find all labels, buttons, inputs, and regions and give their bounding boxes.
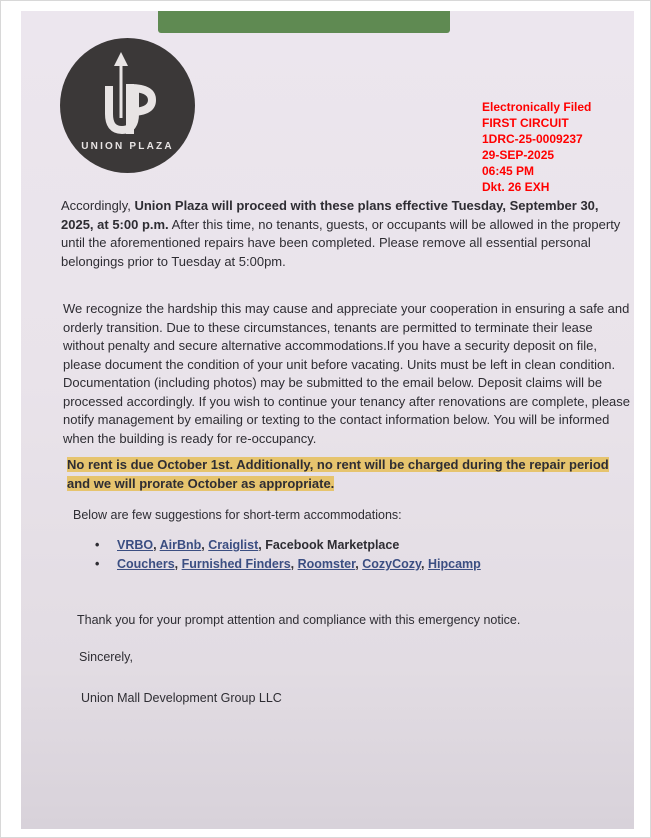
- paragraph-effective-date: [61, 197, 631, 271]
- stamp-line: 06:45 PM: [482, 164, 535, 178]
- para1-lead: Accordingly,: [61, 198, 135, 213]
- stamp-line: 1DRC-25-0009237: [482, 132, 583, 146]
- closing: Sincerely,: [79, 650, 133, 664]
- link-vrbo[interactable]: VRBO: [117, 538, 154, 552]
- link-craiglist[interactable]: Craiglist: [208, 538, 259, 552]
- list-item: • VRBO, AirBnb, Craiglist, Facebook Marketplace: [95, 536, 481, 555]
- link-roomster[interactable]: Roomster: [297, 557, 356, 571]
- rent-highlight: No rent is due October 1st. Additionally, no rent will be charged during the repair period and we will prorate October as appropriate.: [67, 457, 609, 491]
- stamp-line: Electronically Filed: [482, 100, 592, 114]
- paragraph-hardship: We recognize the hardship this may cause and appreciate your cooperation in ensuring a safe and orderly transition. Due to these circumstances, tenants are permitted to terminate their lease without penalty and secure alternative accommodations.If you have a security deposit on file, please document the condition of your unit before vacating. Units must be left in clean condition. Documentation (including photos) may be submitted to the email below. Deposit claims will be processed accordingly. If you wish to continue your tenancy after renovations are complete, please notify management by emailing or texting to the contact information below. You will be informed when the building is ready for re-occupancy.: [63, 301, 631, 446]
- stamp-line: Dkt. 26 EXH: [482, 180, 550, 194]
- link-furnished-finders[interactable]: Furnished Finders: [181, 557, 291, 571]
- signature: Union Mall Development Group LLC: [81, 691, 282, 705]
- link-hipcamp[interactable]: Hipcamp: [427, 557, 481, 571]
- para1-rest: After this time, no tenants, guests, or occupants will be allowed in the property until the aforementioned repairs have been completed. Please remove all essential personal belongings prior to Tuesday at 5:00pm.: [61, 216, 621, 269]
- link-couchers[interactable]: Couchers: [117, 557, 175, 571]
- up-arrow-logo-icon: [60, 38, 195, 173]
- link-airbnb[interactable]: AirBnb: [159, 538, 202, 552]
- logo-text: UNION PLAZA: [81, 141, 174, 152]
- stamp-line: 29-SEP-2025: [482, 148, 555, 162]
- link-cozycozy[interactable]: CozyCozy: [362, 557, 422, 571]
- letter-photo: [21, 11, 634, 829]
- union-plaza-logo: [60, 38, 195, 173]
- para1-bold: Union Plaza will proceed with these plans effective Tuesday, September 30, 2025, at 5:00 p.m.: [61, 198, 599, 232]
- paragraph-suggestions: Below are few suggestions for short-term accommodations:: [73, 508, 402, 522]
- facebook-marketplace-text: Facebook Marketplace: [265, 538, 400, 552]
- paragraph-rent-notice: [67, 456, 623, 493]
- accommodation-list: [95, 536, 481, 574]
- list-item: • Couchers, Furnished Finders, Roomster, CozyCozy, Hipcamp: [95, 555, 481, 574]
- green-tape: [158, 11, 450, 33]
- paragraph-thank-you: Thank you for your prompt attention and compliance with this emergency notice.: [77, 613, 521, 627]
- filing-stamp: [482, 99, 591, 195]
- stamp-line: FIRST CIRCUIT: [482, 116, 569, 130]
